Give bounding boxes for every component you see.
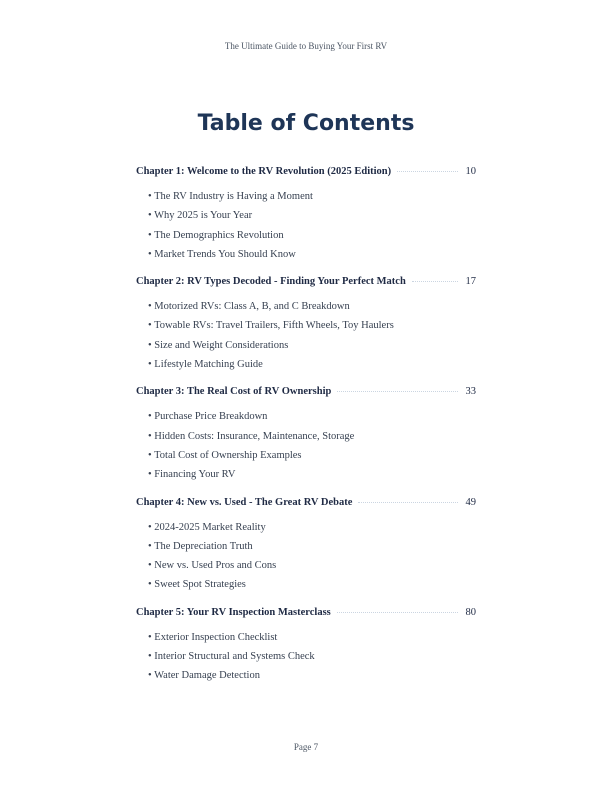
- chapter-title: Chapter 5: Your RV Inspection Masterclass: [136, 606, 331, 618]
- toc-section-item[interactable]: • The RV Industry is Having a Moment: [148, 191, 313, 202]
- toc-section-item[interactable]: • Purchase Price Breakdown: [148, 411, 268, 423]
- toc-section-item[interactable]: • Sweet Spot Strategies: [148, 579, 246, 591]
- toc-chapter-row[interactable]: [136, 386, 476, 402]
- toc-section-item[interactable]: • Size and Weight Considerations: [148, 339, 289, 351]
- chapter-title: Chapter 4: New vs. Used - The Great RV Debate: [136, 496, 353, 508]
- toc-chapter-5: [136, 607, 476, 689]
- toc-section-item[interactable]: • Financing Your RV: [148, 469, 236, 481]
- chapter-page-number: 33: [465, 386, 476, 398]
- toc-section-item[interactable]: • 2024-2025 Market Reality: [148, 521, 266, 533]
- chapter-page-number: 80: [465, 606, 476, 618]
- dot-leader: [358, 502, 458, 503]
- dot-leader: [337, 391, 458, 392]
- section-list: [136, 521, 476, 598]
- toc-chapter-2: [136, 276, 476, 377]
- chapter-page-number: 10: [465, 166, 476, 177]
- toc-chapter-row[interactable]: [136, 276, 476, 292]
- toc-section-item[interactable]: • Towable RVs: Travel Trailers, Fifth Wheels, Toy Haulers: [148, 320, 394, 332]
- toc-chapter-row[interactable]: [136, 497, 476, 513]
- toc-section-item[interactable]: • Exterior Inspection Checklist: [148, 631, 278, 643]
- chapter-page-number: 17: [465, 276, 476, 288]
- toc-section-item[interactable]: • Lifestyle Matching Guide: [148, 359, 263, 371]
- toc-chapter-row[interactable]: [136, 166, 476, 182]
- toc-chapter-row[interactable]: [136, 607, 476, 623]
- toc-chapter-1: [136, 166, 476, 267]
- toc-section-item[interactable]: • New vs. Used Pros and Cons: [148, 560, 277, 572]
- toc-section-item[interactable]: • The Demographics Revolution: [148, 229, 284, 241]
- dot-leader: [337, 612, 458, 613]
- toc-section-item[interactable]: • The Depreciation Truth: [148, 540, 253, 552]
- toc-section-item[interactable]: • Total Cost of Ownership Examples: [148, 449, 302, 461]
- page-number-footer: Page 7: [293, 742, 319, 752]
- toc-section-item[interactable]: • Interior Structural and Systems Check: [148, 651, 315, 663]
- dot-leader: [397, 171, 458, 172]
- section-list: [136, 410, 476, 487]
- running-header: The Ultimate Guide to Buying Your First RV: [224, 41, 388, 51]
- toc-section-item[interactable]: • Hidden Costs: Insurance, Maintenance, Storage: [148, 430, 355, 442]
- page-title: Table of Contents: [197, 111, 415, 136]
- toc-section-item[interactable]: • Motorized RVs: Class A, B, and C Breakdown: [148, 301, 350, 313]
- chapter-title: Chapter 3: The Real Cost of RV Ownership: [136, 386, 332, 398]
- section-list: [136, 300, 476, 377]
- chapter-title: Chapter 1: Welcome to the RV Revolution (2025 Edition): [136, 166, 392, 177]
- section-list: [136, 631, 476, 689]
- chapter-title: Chapter 2: RV Types Decoded - Finding Your Perfect Match: [136, 276, 406, 288]
- toc-section-item[interactable]: • Why 2025 is Your Year: [148, 210, 253, 222]
- table-of-contents: [136, 166, 476, 698]
- toc-chapter-4: [136, 497, 476, 598]
- toc-section-item[interactable]: • Water Damage Detection: [148, 670, 260, 682]
- dot-leader: [412, 281, 458, 282]
- chapter-page-number: 49: [465, 496, 476, 508]
- section-list: [136, 190, 476, 267]
- toc-section-item[interactable]: • Market Trends You Should Know: [148, 248, 296, 260]
- toc-chapter-3: [136, 386, 476, 487]
